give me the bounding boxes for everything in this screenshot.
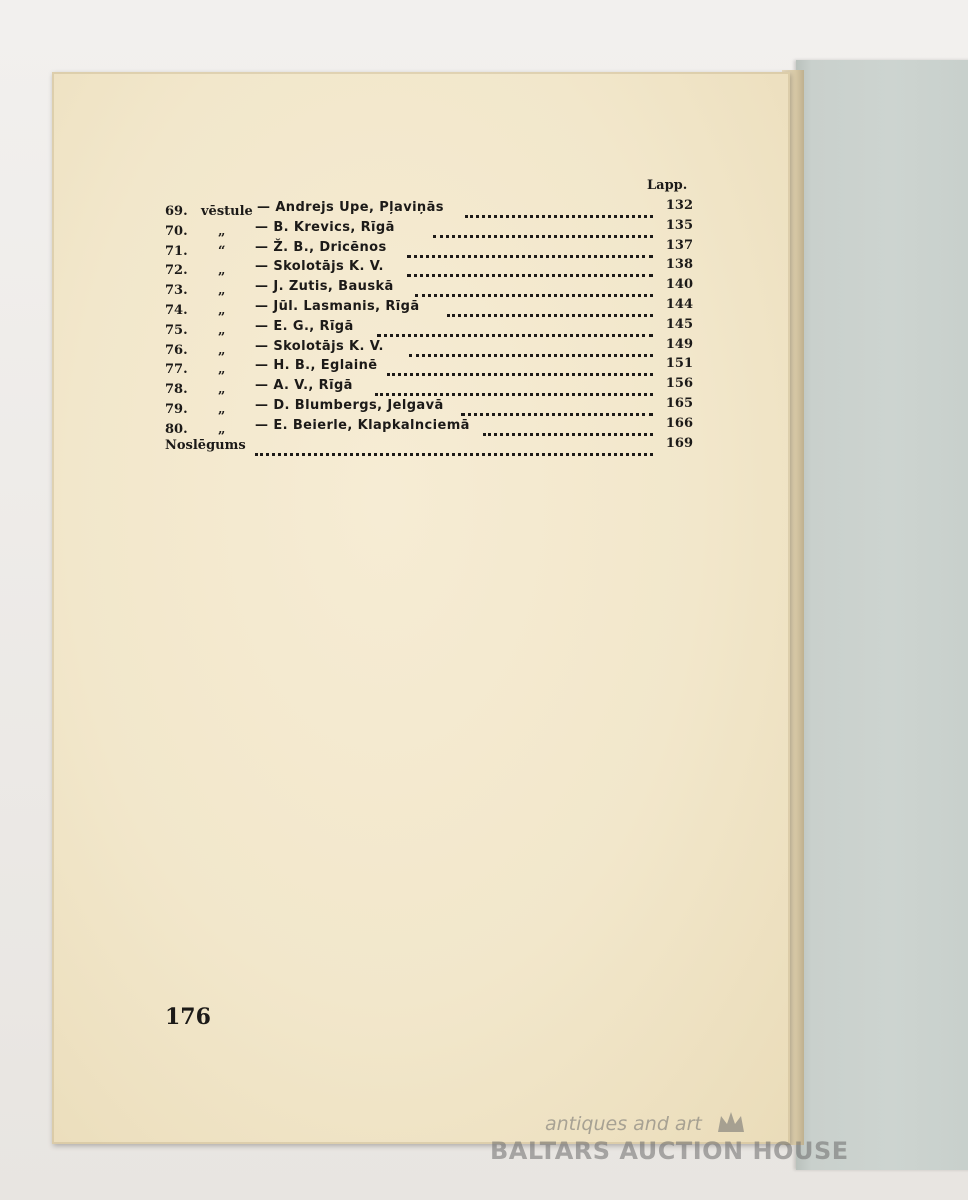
- toc-row: [165, 416, 693, 436]
- crown-icon: [716, 1110, 746, 1140]
- toc-row: [165, 297, 693, 317]
- leader-dots: [409, 338, 653, 357]
- entry-mark: „: [218, 401, 226, 417]
- entry-page: 144: [665, 296, 693, 312]
- page-number: 176: [165, 1004, 211, 1030]
- entry-page: 145: [665, 316, 693, 332]
- toc-row: [165, 198, 693, 218]
- entry-mark: „: [218, 263, 226, 279]
- entry-page: 166: [665, 415, 693, 431]
- entry-number: 77.: [165, 362, 188, 378]
- entry-name: — Skolotājs K. V.: [255, 338, 384, 354]
- leader-dots: [407, 239, 653, 258]
- entry-page: 156: [665, 376, 693, 392]
- entry-number: 78.: [165, 382, 188, 398]
- toc-row: [165, 317, 693, 337]
- entry-mark: „: [218, 342, 226, 358]
- toc-row: [165, 356, 693, 376]
- entry-page: 165: [665, 395, 693, 411]
- entry-name: — J. Zutis, Bauskā: [255, 279, 394, 295]
- toc-row: [165, 337, 693, 357]
- entry-mark: „: [218, 223, 226, 239]
- entry-label: vēstule: [201, 204, 253, 219]
- toc-header: Lapp.: [647, 178, 688, 193]
- entry-number: 70.: [165, 223, 188, 239]
- entry-name: — D. Blumbergs, Jelgavā: [255, 397, 444, 413]
- entry-name: — Skolotājs K. V.: [255, 259, 384, 275]
- entry-page: 137: [665, 237, 693, 253]
- toc-row: [165, 376, 693, 396]
- entry-number: 69.: [165, 204, 188, 219]
- entry-name: — Ž. B., Dricēnos: [255, 239, 387, 255]
- leader-dots: [407, 258, 653, 277]
- toc-row: [165, 436, 693, 456]
- entry-name: — E. G., Rīgā: [255, 318, 354, 334]
- leader-dots: [465, 199, 653, 218]
- toc-row: [165, 277, 693, 297]
- leader-dots: [447, 298, 653, 317]
- toc-row: [165, 396, 693, 416]
- closing-label: Noslēgums: [165, 437, 246, 453]
- entry-name: — B. Krevics, Rīgā: [255, 219, 395, 235]
- leader-dots: [255, 437, 653, 456]
- entry-page: 140: [665, 277, 693, 293]
- entry-number: 79.: [165, 401, 188, 417]
- entry-page: 132: [665, 198, 693, 213]
- entry-number: 74.: [165, 302, 188, 318]
- entry-mark: “: [218, 243, 226, 259]
- book-cover: [796, 60, 968, 1170]
- entry-mark: „: [218, 382, 226, 398]
- entry-page: 138: [665, 257, 693, 273]
- entry-page: 149: [665, 336, 693, 352]
- toc-row: [165, 238, 693, 258]
- entry-mark: „: [218, 302, 226, 318]
- entry-number: 72.: [165, 263, 188, 279]
- entry-number: 76.: [165, 342, 188, 358]
- entry-mark: „: [218, 421, 226, 437]
- entry-mark: „: [218, 322, 226, 338]
- table-of-contents: [165, 198, 693, 455]
- entry-number: 75.: [165, 322, 188, 338]
- toc-row: [165, 257, 693, 277]
- entry-page: 151: [665, 356, 693, 372]
- entry-number: 73.: [165, 283, 188, 299]
- leader-dots: [483, 417, 653, 436]
- leader-dots: [415, 278, 653, 297]
- leader-dots: [387, 357, 653, 376]
- entry-name: — Andrejs Upe, Pļaviņās: [257, 200, 444, 215]
- watermark-tagline: antiques and art: [545, 1113, 702, 1135]
- watermark: [490, 1110, 890, 1170]
- leader-dots: [461, 397, 653, 416]
- entry-number: 80.: [165, 421, 188, 437]
- leader-dots: [377, 318, 653, 337]
- entry-mark: „: [218, 283, 226, 299]
- entry-name: — Jūl. Lasmanis, Rīgā: [255, 298, 420, 314]
- entry-page: 135: [665, 217, 693, 233]
- entry-name: — E. Beierle, Klapkalnciemā: [255, 417, 470, 433]
- entry-mark: „: [218, 362, 226, 378]
- entry-name: — A. V., Rīgā: [255, 378, 353, 394]
- toc-row: [165, 218, 693, 238]
- entry-name: — H. B., Eglainē: [255, 358, 378, 374]
- closing-page: 169: [665, 435, 693, 451]
- leader-dots: [375, 377, 653, 396]
- leader-dots: [433, 219, 653, 238]
- watermark-brand: BALTARS AUCTION HOUSE: [490, 1137, 849, 1165]
- entry-number: 71.: [165, 243, 188, 259]
